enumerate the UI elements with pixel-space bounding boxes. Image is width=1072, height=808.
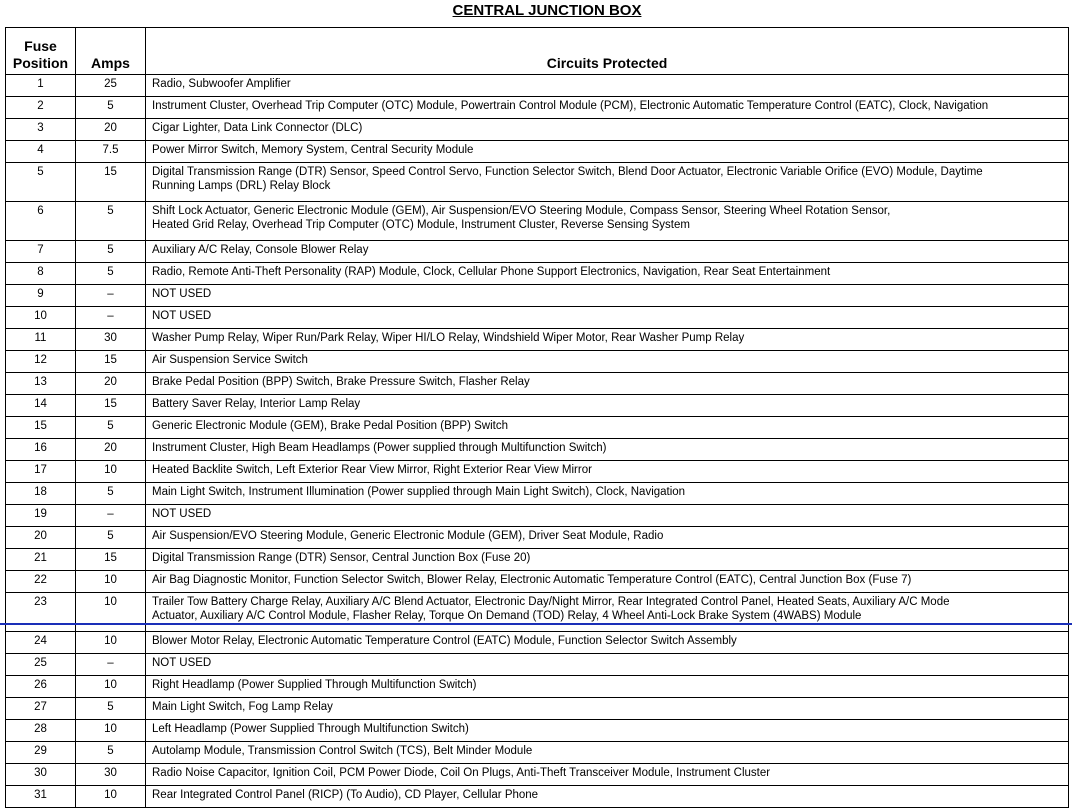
circuits-cell: Brake Pedal Position (BPP) Switch, Brake Pressure Switch, Flasher Relay xyxy=(146,373,1069,395)
amps-cell: 5 xyxy=(76,241,146,263)
fuse-position-cell: 11 xyxy=(6,329,76,351)
table-row xyxy=(6,241,1069,263)
circuits-cell: Heated Backlite Switch, Left Exterior Rear View Mirror, Right Exterior Rear View Mirror xyxy=(146,461,1069,483)
circuits-cell: Auxiliary A/C Relay, Console Blower Relay xyxy=(146,241,1069,263)
table-row xyxy=(6,593,1069,632)
fuse-position-cell: 22 xyxy=(6,571,76,593)
circuits-cell: Washer Pump Relay, Wiper Run/Park Relay, Wiper HI/LO Relay, Windshield Wiper Motor, Rear Washer Pump Relay xyxy=(146,329,1069,351)
table-row xyxy=(6,698,1069,720)
amps-cell: 20 xyxy=(76,439,146,461)
fuse-position-cell: 18 xyxy=(6,483,76,505)
circuits-cell: Main Light Switch, Instrument Illumination (Power supplied through Main Light Switch), Clock, Navigation xyxy=(146,483,1069,505)
circuits-cell: Rear Integrated Control Panel (RICP) (To Audio), CD Player, Cellular Phone xyxy=(146,786,1069,808)
amps-cell: 15 xyxy=(76,163,146,202)
header-amps-label: Amps xyxy=(91,55,130,71)
circuits-cell: Blower Motor Relay, Electronic Automatic Temperature Control (EATC) Module, Function Selector Switch Assembly xyxy=(146,632,1069,654)
circuits-cell: Autolamp Module, Transmission Control Switch (TCS), Belt Minder Module xyxy=(146,742,1069,764)
table-row xyxy=(6,119,1069,141)
table-row xyxy=(6,764,1069,786)
fuse-position-cell: 9 xyxy=(6,285,76,307)
amps-cell: – xyxy=(76,505,146,527)
amps-cell: 5 xyxy=(76,417,146,439)
fuse-position-cell: 19 xyxy=(6,505,76,527)
fuse-position-cell: 1 xyxy=(6,75,76,97)
fuse-position-cell: 5 xyxy=(6,163,76,202)
amps-cell: 5 xyxy=(76,97,146,119)
table-row xyxy=(6,285,1069,307)
header-circuits-label: Circuits Protected xyxy=(546,55,668,71)
fuse-position-cell: 4 xyxy=(6,141,76,163)
table-row xyxy=(6,676,1069,698)
table-row xyxy=(6,439,1069,461)
fuse-position-cell: 12 xyxy=(6,351,76,373)
fuse-position-cell: 7 xyxy=(6,241,76,263)
circuits-cell: Power Mirror Switch, Memory System, Central Security Module xyxy=(146,141,1069,163)
amps-cell: – xyxy=(76,307,146,329)
fuse-position-cell: 25 xyxy=(6,654,76,676)
table-row xyxy=(6,75,1069,97)
table-row xyxy=(6,720,1069,742)
amps-cell: 30 xyxy=(76,764,146,786)
table-row xyxy=(6,329,1069,351)
table-header-row xyxy=(6,28,1069,75)
table-row xyxy=(6,654,1069,676)
table-row xyxy=(6,373,1069,395)
table-row xyxy=(6,571,1069,593)
amps-cell: 5 xyxy=(76,527,146,549)
amps-cell: 15 xyxy=(76,395,146,417)
circuits-cell: Cigar Lighter, Data Link Connector (DLC) xyxy=(146,119,1069,141)
circuits-cell: Digital Transmission Range (DTR) Sensor, Speed Control Servo, Function Selector Switch, Blend Door Actuator, Electronic Variable Orifice (EVO) Module, Daytime Running Lamps (DRL) Relay Block xyxy=(146,163,1069,202)
fuse-position-cell: 24 xyxy=(6,632,76,654)
fuse-position-cell: 6 xyxy=(6,202,76,241)
circuits-cell: Air Suspension/EVO Steering Module, Generic Electronic Module (GEM), Driver Seat Module, Radio xyxy=(146,527,1069,549)
table-row xyxy=(6,483,1069,505)
table-row xyxy=(6,742,1069,764)
fuse-position-cell: 27 xyxy=(6,698,76,720)
amps-cell: 30 xyxy=(76,329,146,351)
circuits-cell: NOT USED xyxy=(146,285,1069,307)
amps-cell: 10 xyxy=(76,786,146,808)
amps-cell: 20 xyxy=(76,373,146,395)
fuse-position-cell: 10 xyxy=(6,307,76,329)
amps-cell: – xyxy=(76,654,146,676)
circuits-cell: Battery Saver Relay, Interior Lamp Relay xyxy=(146,395,1069,417)
circuits-cell: Instrument Cluster, Overhead Trip Computer (OTC) Module, Powertrain Control Module (PCM), Electronic Automatic Temperature Control (EATC), Clock, Navigation xyxy=(146,97,1069,119)
circuits-cell: NOT USED xyxy=(146,505,1069,527)
circuits-cell: Shift Lock Actuator, Generic Electronic Module (GEM), Air Suspension/EVO Steering Module, Compass Sensor, Steering Wheel Rotation Sensor, Heated Grid Relay, Overhead Trip Computer (OTC) Module, Instrument Cluster, Reverse Sensing System xyxy=(146,202,1069,241)
table-row xyxy=(6,417,1069,439)
circuits-cell: Digital Transmission Range (DTR) Sensor, Central Junction Box (Fuse 20) xyxy=(146,549,1069,571)
table-row xyxy=(6,141,1069,163)
fuse-position-cell: 23 xyxy=(6,593,76,632)
table-row xyxy=(6,527,1069,549)
amps-cell: 5 xyxy=(76,742,146,764)
fuse-position-cell: 3 xyxy=(6,119,76,141)
amps-cell: 15 xyxy=(76,549,146,571)
header-fuse-position xyxy=(6,28,76,75)
circuits-cell: Air Bag Diagnostic Monitor, Function Selector Switch, Blower Relay, Electronic Automatic Temperature Control (EATC), Central Junction Box (Fuse 7) xyxy=(146,571,1069,593)
fuse-position-cell: 15 xyxy=(6,417,76,439)
table-row xyxy=(6,351,1069,373)
amps-cell: 10 xyxy=(76,571,146,593)
table-row xyxy=(6,549,1069,571)
amps-cell: 10 xyxy=(76,461,146,483)
fuse-position-cell: 29 xyxy=(6,742,76,764)
circuits-cell: Radio, Remote Anti-Theft Personality (RAP) Module, Clock, Cellular Phone Support Electronics, Navigation, Rear Seat Entertainment xyxy=(146,263,1069,285)
circuits-cell: Generic Electronic Module (GEM), Brake Pedal Position (BPP) Switch xyxy=(146,417,1069,439)
table-row xyxy=(6,786,1069,808)
amps-cell: 5 xyxy=(76,263,146,285)
circuits-cell: Radio, Subwoofer Amplifier xyxy=(146,75,1069,97)
amps-cell: 5 xyxy=(76,698,146,720)
amps-cell: 7.5 xyxy=(76,141,146,163)
amps-cell: 10 xyxy=(76,720,146,742)
amps-cell: 5 xyxy=(76,483,146,505)
table-row xyxy=(6,461,1069,483)
fuse-position-cell: 21 xyxy=(6,549,76,571)
fuse-position-cell: 26 xyxy=(6,676,76,698)
amps-cell: 10 xyxy=(76,593,146,632)
fuse-position-cell: 17 xyxy=(6,461,76,483)
fuse-position-cell: 8 xyxy=(6,263,76,285)
amps-cell: 10 xyxy=(76,676,146,698)
table-row xyxy=(6,97,1069,119)
amps-cell: 20 xyxy=(76,119,146,141)
fuse-position-cell: 13 xyxy=(6,373,76,395)
fuse-position-cell: 14 xyxy=(6,395,76,417)
blue-divider-line xyxy=(0,623,1072,625)
circuits-cell: Air Suspension Service Switch xyxy=(146,351,1069,373)
fuse-position-cell: 31 xyxy=(6,786,76,808)
circuits-cell: NOT USED xyxy=(146,307,1069,329)
fuse-position-cell: 30 xyxy=(6,764,76,786)
header-amps xyxy=(76,28,146,75)
fuse-rows xyxy=(6,75,1069,808)
circuits-cell: Instrument Cluster, High Beam Headlamps (Power supplied through Multifunction Switch) xyxy=(146,439,1069,461)
header-fuse-position-label: Fuse Position xyxy=(12,38,69,71)
table-row xyxy=(6,163,1069,202)
circuits-cell: Main Light Switch, Fog Lamp Relay xyxy=(146,698,1069,720)
header-circuits-protected xyxy=(146,28,1069,75)
amps-cell: – xyxy=(76,285,146,307)
amps-cell: 5 xyxy=(76,202,146,241)
circuits-cell: Radio Noise Capacitor, Ignition Coil, PCM Power Diode, Coil On Plugs, Anti-Theft Transceiver Module, Instrument Cluster xyxy=(146,764,1069,786)
circuits-cell: Left Headlamp (Power Supplied Through Multifunction Switch) xyxy=(146,720,1069,742)
fuse-position-cell: 2 xyxy=(6,97,76,119)
fuse-table xyxy=(5,27,1069,808)
fuse-position-cell: 20 xyxy=(6,527,76,549)
circuits-cell: Right Headlamp (Power Supplied Through Multifunction Switch) xyxy=(146,676,1069,698)
page-title: CENTRAL JUNCTION BOX xyxy=(452,2,642,19)
table-row xyxy=(6,263,1069,285)
table-row xyxy=(6,395,1069,417)
circuits-cell: Trailer Tow Battery Charge Relay, Auxiliary A/C Blend Actuator, Electronic Day/Night Mirror, Rear Integrated Control Panel, Heated Seats, Auxiliary A/C Mode Actuator, Auxiliary A/C Control Module, Flasher Relay, Torque On Demand (TOD) Relay, 4 Wheel Anti-Lock Brake System (4WABS) Module xyxy=(146,593,1069,632)
table-row xyxy=(6,505,1069,527)
fuse-position-cell: 28 xyxy=(6,720,76,742)
circuits-cell: NOT USED xyxy=(146,654,1069,676)
amps-cell: 15 xyxy=(76,351,146,373)
amps-cell: 25 xyxy=(76,75,146,97)
table-row xyxy=(6,307,1069,329)
fuse-position-cell: 16 xyxy=(6,439,76,461)
table-row xyxy=(6,632,1069,654)
table-row xyxy=(6,202,1069,241)
amps-cell: 10 xyxy=(76,632,146,654)
